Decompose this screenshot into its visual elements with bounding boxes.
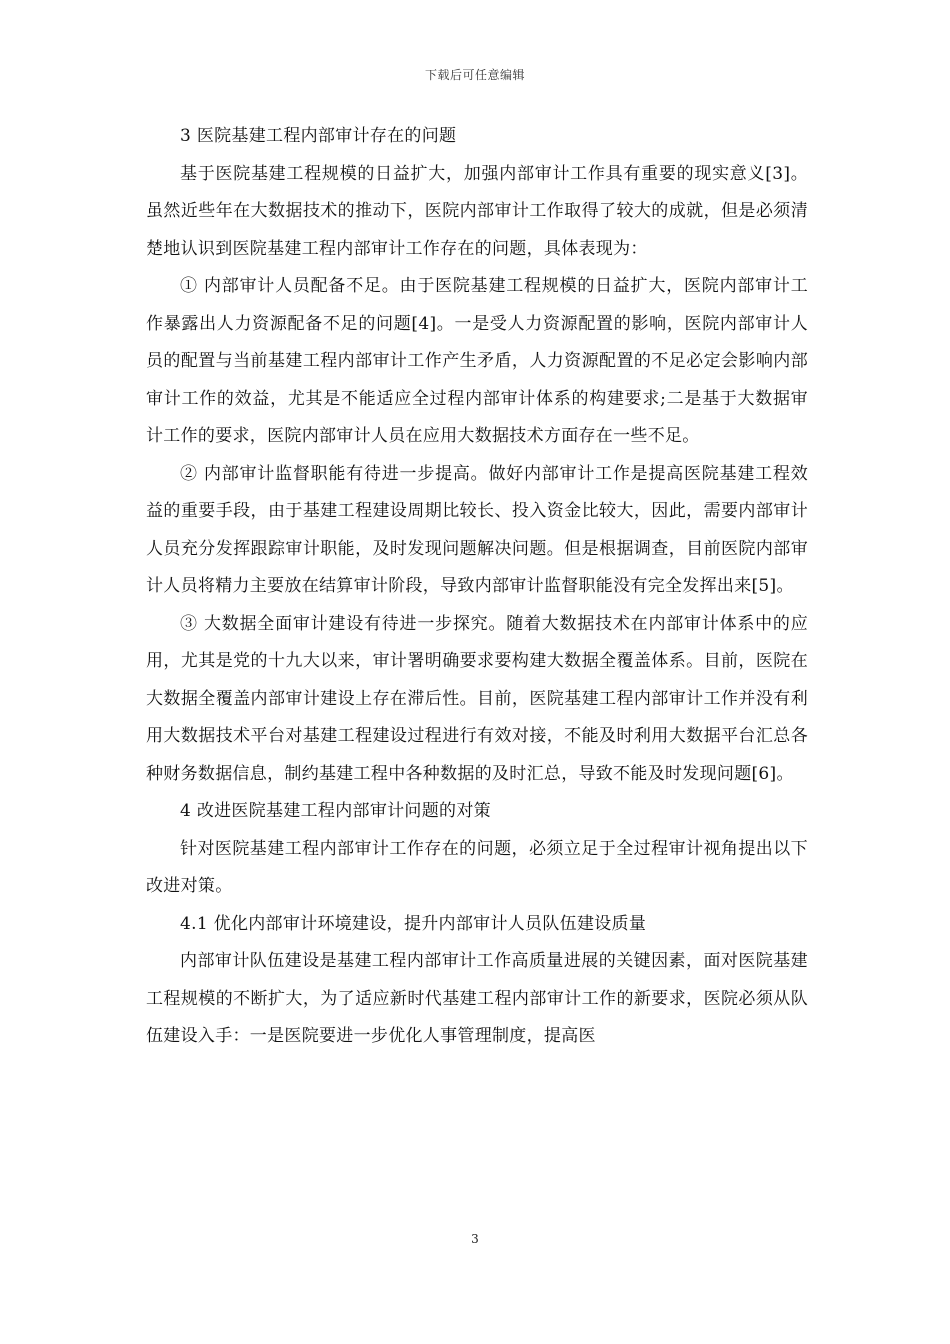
paragraph-section-4-intro: 针对医院基建工程内部审计工作存在的问题，必须立足于全过程审计视角提出以下改进对策。 — [146, 838, 808, 896]
paragraph-issue-2: ② 内部审计监督职能有待进一步提高。做好内部审计工作是提高医院基建工程效益的重要手段，由于基建工程建设周期比较长、投入资金比较大，因此，需要内部审计人员充分发挥跟踪审计职能，及时发现问题解决问题。但是根据调查，目前医院内部审计人员将精力主要放在结算审计阶段，导致内部审计监督职能没有完全发挥出来[5]。 — [146, 463, 808, 596]
section-heading-4: 4 改进医院基建工程内部审计问题的对策 — [180, 801, 491, 821]
page-header: 下载后可任意编辑 — [424, 68, 525, 82]
paragraph-4-1: 内部审计队伍建设是基建工程内部审计工作高质量进展的关键因素，面对医院基建工程规模的不断扩大，为了适应新时代基建工程内部审计工作的新要求，医院必须从队伍建设入手：一是医院要进一步优化人事管理制度，提高医 — [146, 951, 808, 1046]
document-body — [146, 118, 808, 1056]
paragraph-issue-1: ① 内部审计人员配备不足。由于医院基建工程规模的日益扩大，医院内部审计工作暴露出人力资源配备不足的问题[4]。一是受人力资源配置的影响，医院内部审计人员的配置与当前基建工程内部审计工作产生矛盾，人力资源配置的不足必定会影响内部审计工作的效益，尤其是不能适应全过程内部审计体系的构建要求;二是基于大数据审计工作的要求，医院内部审计人员在应用大数据技术方面存在一些不足。 — [146, 276, 808, 446]
page-number: 3 — [471, 1232, 479, 1246]
paragraph-intro: 基于医院基建工程规模的日益扩大，加强内部审计工作具有重要的现实意义[3]。虽然近些年在大数据技术的推动下，医院内部审计工作取得了较大的成就，但是必须清楚地认识到医院基建工程内部审计工作存在的问题，具体表现为： — [146, 163, 808, 259]
subsection-heading-4-1: 4.1 优化内部审计环境建设，提升内部审计人员队伍建设质量 — [180, 913, 647, 934]
paragraph-issue-3: ③ 大数据全面审计建设有待进一步探究。随着大数据技术在内部审计体系中的应用，尤其是党的十九大以来，审计署明确要求要构建大数据全覆盖体系。目前，医院在大数据全覆盖内部审计建设上存在滞后性。目前，医院基建工程内部审计工作并没有利用大数据技术平台对基建工程建设过程进行有效对接，不能及时利用大数据平台汇总各种财务数据信息，制约基建工程中各种数据的及时汇总，导致不能及时发现问题[6]。 — [146, 613, 808, 784]
section-heading-3: 3 医院基建工程内部审计存在的问题 — [180, 126, 457, 146]
